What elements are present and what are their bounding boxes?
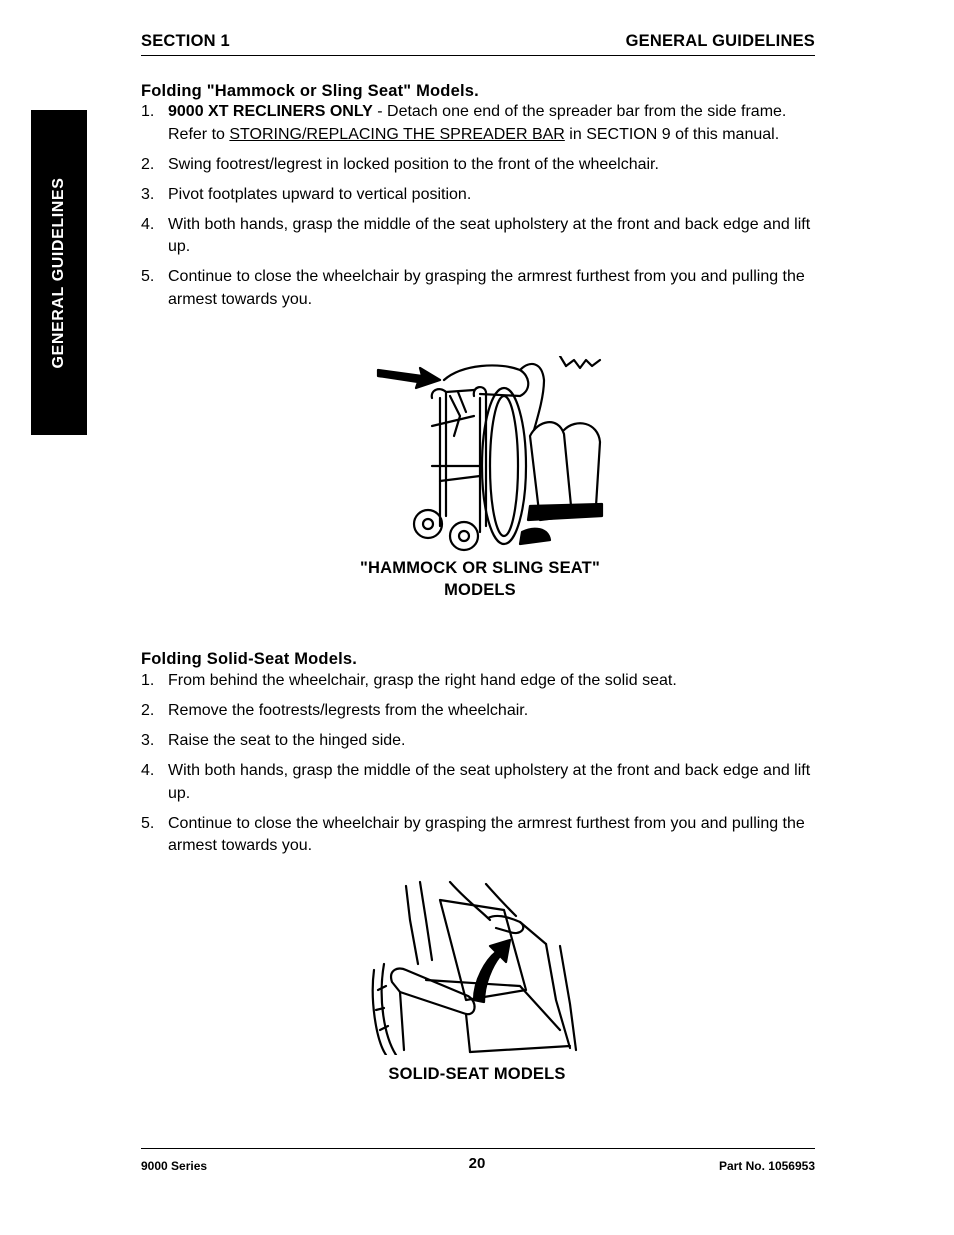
list-item xyxy=(141,730,817,753)
step-number: 1. xyxy=(141,103,155,120)
list-item xyxy=(141,700,817,723)
section-title: GENERAL GUIDELINES xyxy=(625,32,815,50)
side-tab xyxy=(31,110,87,435)
step-text: Swing footrest/legrest in locked position to the front of the wheelchair. xyxy=(168,155,659,173)
list-item xyxy=(141,154,817,177)
step-text: Continue to close the wheelchair by grasping the armrest furthest from you and pulling the armest towards you. xyxy=(168,814,805,854)
step-number: 3. xyxy=(141,185,155,203)
list-item xyxy=(141,101,817,146)
footer-rule xyxy=(141,1148,815,1149)
hammock-fold-illustration xyxy=(370,356,606,554)
list-item xyxy=(141,813,817,858)
header-rule xyxy=(141,55,815,56)
side-tab-label: GENERAL GUIDELINES xyxy=(50,177,67,368)
step-number: 5. xyxy=(141,814,155,832)
list-item xyxy=(141,266,817,311)
step-text: in SECTION 9 of this manual. xyxy=(564,125,780,143)
step-number: 2. xyxy=(141,702,155,719)
step-number: 2. xyxy=(141,155,155,173)
spreader-bar-reference: STORING/REPLACING THE SPREADER BAR xyxy=(229,125,565,143)
solid-section xyxy=(141,650,817,865)
series-label: 9000 Series xyxy=(141,1159,208,1173)
step-text: With both hands, grasp the middle of the seat upholstery at the front and back edge and lift up. xyxy=(168,215,811,255)
step-number: 1. xyxy=(141,672,155,689)
step-text: Pivot footplates upward to vertical position. xyxy=(168,185,472,203)
solid-caption: SOLID-SEAT MODELS xyxy=(388,1065,566,1083)
hammock-steps xyxy=(141,101,817,311)
part-number: Part No. 1056953 xyxy=(718,1159,815,1173)
section-label: SECTION 1 xyxy=(141,32,230,50)
list-item xyxy=(141,760,817,805)
step-text: From behind the wheelchair, grasp the right hand edge of the solid seat. xyxy=(168,672,677,689)
step-text: Raise the seat to the hinged side. xyxy=(168,732,406,749)
step-text: Continue to close the wheelchair by grasping the armrest furthest from you and pulling the armest towards you. xyxy=(168,268,805,308)
hammock-caption xyxy=(300,557,660,601)
step-number: 3. xyxy=(141,732,155,749)
list-item xyxy=(141,184,817,207)
hammock-heading: Folding "Hammock or Sling Seat" Models. xyxy=(141,82,479,100)
solid-seat-illustration xyxy=(370,880,578,1055)
solid-heading: Folding Solid-Seat Models. xyxy=(141,650,358,668)
recliners-only-label: 9000 XT RECLINERS ONLY xyxy=(168,103,373,120)
step-text: Remove the footrests/legrests from the wheelchair. xyxy=(168,702,529,719)
step-number: 5. xyxy=(141,268,155,285)
caption-line: MODELS xyxy=(444,581,516,599)
page-number: 20 xyxy=(468,1155,486,1172)
step-text: - Detach one end of the spreader bar from the side frame. Refer to xyxy=(168,103,787,143)
list-item xyxy=(141,670,817,693)
step-text: With both hands, grasp the middle of the seat upholstery at the front and back edge and lift up. xyxy=(168,762,811,802)
caption-line: "HAMMOCK OR SLING SEAT" xyxy=(360,559,600,577)
list-item xyxy=(141,214,817,259)
solid-steps xyxy=(141,670,817,858)
step-number: 4. xyxy=(141,762,155,779)
hammock-section xyxy=(141,82,817,319)
step-number: 4. xyxy=(141,215,155,233)
